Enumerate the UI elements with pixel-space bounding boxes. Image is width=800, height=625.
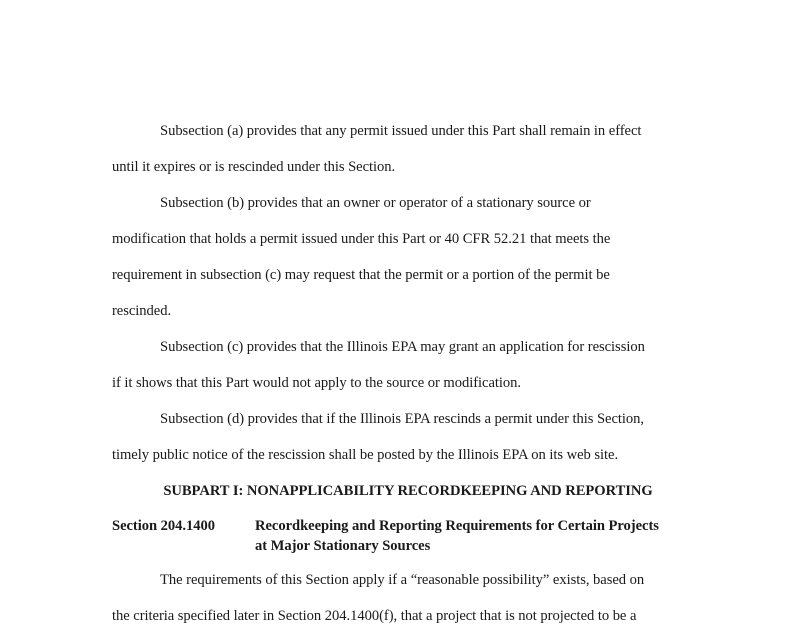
paragraph-b-line-1: Subsection (b) provides that an owner or operator of a stationary source or: [160, 195, 591, 211]
subpart-heading: SUBPART I: NONAPPLICABILITY RECORDKEEPING AND REPORTING: [163, 483, 653, 499]
paragraph-b-line-3: requirement in subsection (c) may request that the permit or a portion of the permit be: [112, 267, 610, 283]
paragraph-a-line-1: Subsection (a) provides that any permit issued under this Part shall remain in effect: [160, 123, 642, 139]
paragraph-a-line-2: until it expires or is rescinded under this Section.: [112, 159, 396, 175]
paragraph-d-line-1: Subsection (d) provides that if the Illinois EPA rescinds a permit under this Section,: [160, 411, 644, 427]
section-title-line-2: at Major Stationary Sources: [255, 538, 431, 554]
section-title-line-1: Recordkeeping and Reporting Requirements for Certain Projects: [255, 518, 659, 534]
paragraph-d-line-2: timely public notice of the rescission shall be posted by the Illinois EPA on its web site.: [112, 447, 619, 463]
paragraph-b-line-2: modification that holds a permit issued under this Part or 40 CFR 52.21 that meets the: [112, 231, 611, 247]
paragraph-c-line-2: if it shows that this Part would not apply to the source or modification.: [112, 375, 521, 391]
paragraph-c-line-1: Subsection (c) provides that the Illinois EPA may grant an application for rescission: [160, 339, 645, 355]
final-paragraph-line-1: The requirements of this Section apply if a “reasonable possibility” exists, based on: [160, 572, 645, 588]
section-number: Section 204.1400: [112, 518, 215, 534]
final-paragraph-line-2: the criteria specified later in Section 204.1400(f), that a project that is not projected to be a: [112, 608, 637, 624]
paragraph-b-line-4: rescinded.: [112, 303, 172, 319]
